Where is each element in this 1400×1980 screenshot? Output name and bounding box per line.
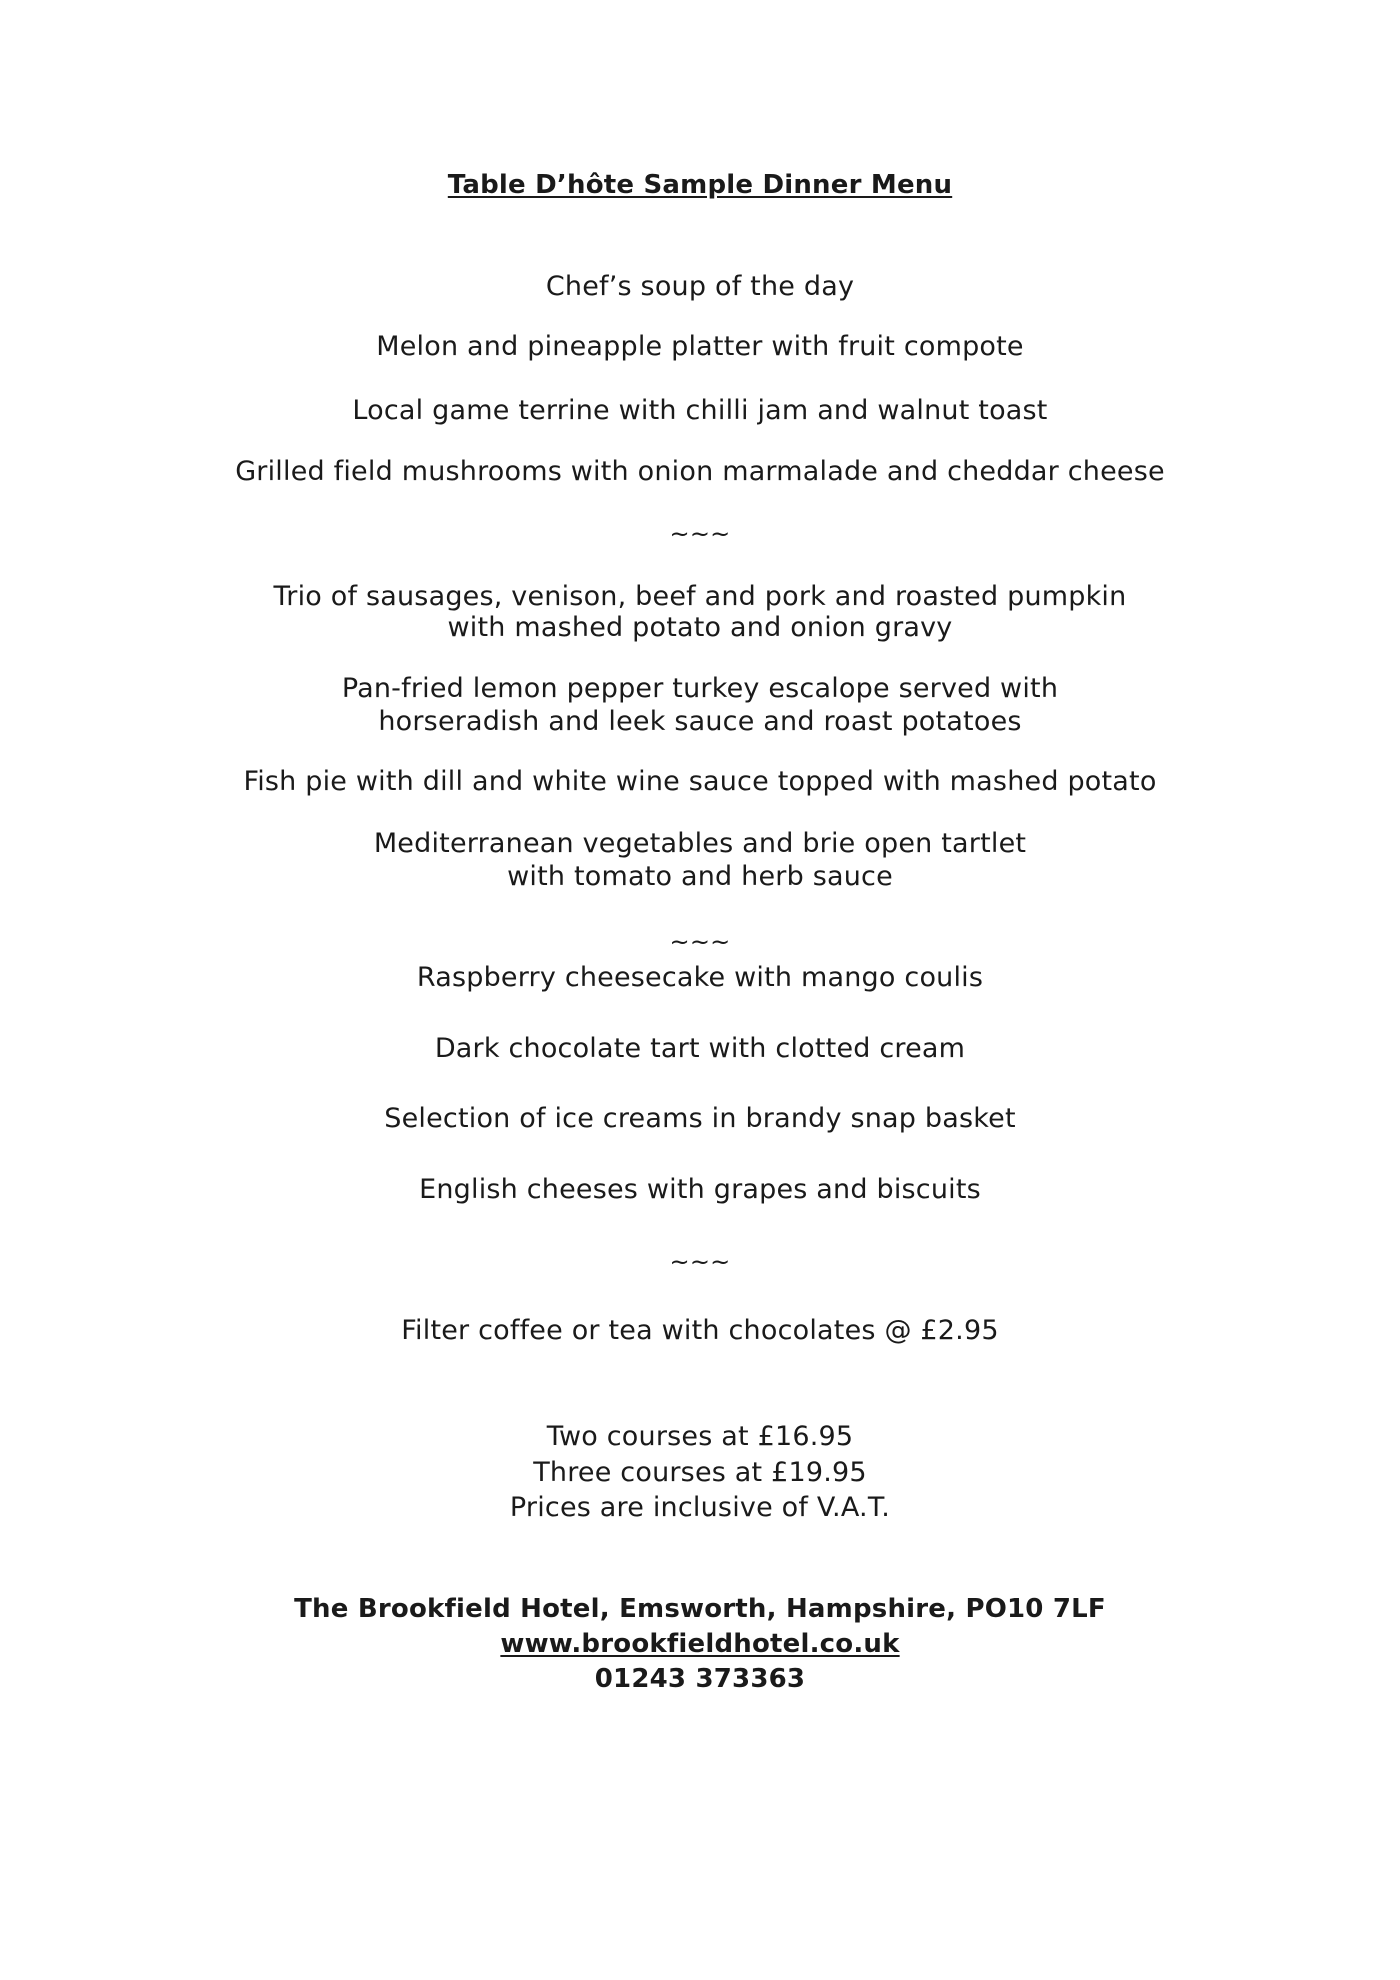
main-item-line: with mashed potato and onion gravy: [447, 612, 953, 643]
price-line: Three courses at £19.95: [533, 1457, 867, 1488]
main-item-line: horseradish and leek sauce and roast potatoes: [378, 706, 1022, 737]
hotel-website-container: [0, 1627, 1400, 1661]
dessert-item: Raspberry cheesecake with mango coulis: [416, 962, 984, 993]
starter-item: Melon and pineapple platter with fruit compote: [376, 331, 1024, 362]
main-item-line: Mediterranean vegetables and brie open tartlet: [373, 828, 1027, 859]
starter-item: Local game terrine with chilli jam and walnut toast: [352, 395, 1048, 426]
hotel-address: The Brookfield Hotel, Emsworth, Hampshire, PO10 7LF: [294, 1594, 1106, 1624]
dessert-item: English cheeses with grapes and biscuits: [419, 1174, 981, 1205]
dessert-item: Dark chocolate tart with clotted cream: [434, 1033, 966, 1064]
course-separator: ~~~: [669, 1248, 731, 1276]
starter-item: Grilled field mushrooms with onion marmalade and cheddar cheese: [235, 456, 1165, 487]
main-item-line: Fish pie with dill and white wine sauce topped with mashed potato: [243, 766, 1157, 797]
main-item-line: Pan-fried lemon pepper turkey escalope served with: [341, 673, 1059, 704]
price-line: Prices are inclusive of V.A.T.: [509, 1492, 891, 1523]
price-line: Two courses at £16.95: [546, 1421, 854, 1452]
coffee-item: Filter coffee or tea with chocolates @ £2.95: [401, 1315, 999, 1346]
dessert-item: Selection of ice creams in brandy snap basket: [384, 1103, 1016, 1134]
hotel-website-link[interactable]: www.brookfieldhotel.co.uk: [500, 1629, 900, 1659]
starter-item: Chef’s soup of the day: [545, 271, 855, 302]
hotel-phone: 01243 373363: [594, 1664, 806, 1694]
main-item-line: with tomato and herb sauce: [507, 861, 893, 892]
main-item-line: Trio of sausages, venison, beef and pork and roasted pumpkin: [273, 581, 1127, 612]
course-separator: ~~~: [669, 928, 731, 956]
course-separator: ~~~: [669, 520, 731, 548]
menu-title: Table D’hôte Sample Dinner Menu: [447, 170, 953, 200]
